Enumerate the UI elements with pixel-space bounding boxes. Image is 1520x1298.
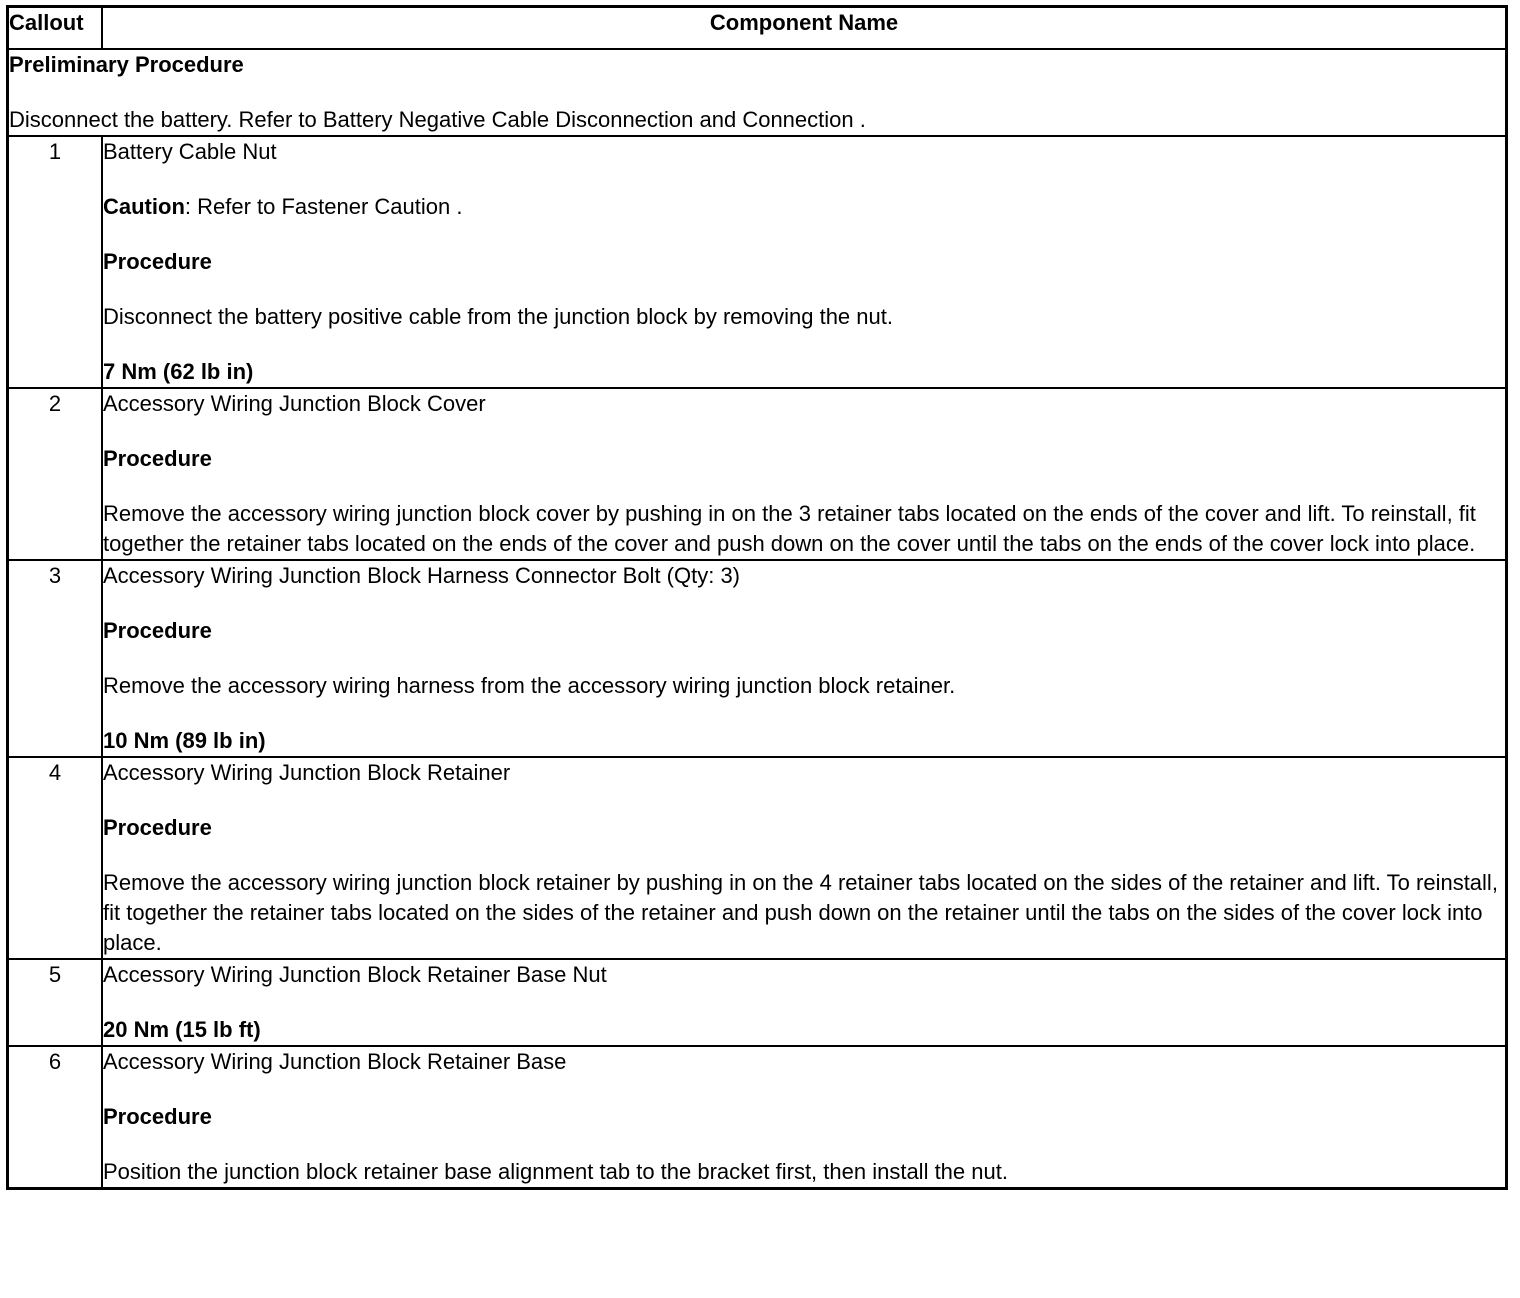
callout-number: 4 (8, 757, 103, 959)
procedure-text: Remove the accessory wiring harness from the accessory wiring junction block retainer. (103, 673, 956, 698)
component-name-header: Component Name (102, 7, 1507, 50)
component-cell (102, 959, 1507, 1046)
callout-number: 1 (8, 136, 103, 388)
component-cell (102, 757, 1507, 959)
table-row (8, 388, 1507, 560)
preliminary-cell (8, 49, 1507, 136)
component-name: Battery Cable Nut (103, 139, 277, 164)
table-row (8, 757, 1507, 959)
callout-number: 5 (8, 959, 103, 1046)
procedure-text: Remove the accessory wiring junction block retainer by pushing in on the 4 retainer tabs located on the sides of the retainer and lift. To reinstall, fit together the retainer tabs located on the sides of the retainer and push down on the retainer until the tabs on the sides of the cover lock into place. (103, 870, 1498, 955)
procedure-label: Procedure (103, 1104, 212, 1129)
component-cell (102, 560, 1507, 757)
header-row (8, 7, 1507, 50)
torque-spec: 10 Nm (89 lb in) (103, 728, 266, 753)
component-name: Accessory Wiring Junction Block Retainer Base (103, 1049, 567, 1074)
table-row (8, 136, 1507, 388)
caution-text: : Refer to Fastener Caution . (184, 194, 463, 219)
component-cell (102, 1046, 1507, 1189)
table-row (8, 959, 1507, 1046)
procedure-label: Procedure (103, 618, 212, 643)
table-row (8, 560, 1507, 757)
preliminary-row (8, 49, 1507, 136)
callout-number: 6 (8, 1046, 103, 1189)
torque-spec: 20 Nm (15 lb ft) (103, 1017, 261, 1042)
component-name: Accessory Wiring Junction Block Retainer Base Nut (103, 962, 607, 987)
component-name: Accessory Wiring Junction Block Cover (103, 391, 486, 416)
component-cell (102, 388, 1507, 560)
callout-number: 2 (8, 388, 103, 560)
callout-header: Callout (8, 7, 103, 50)
component-name: Accessory Wiring Junction Block Retainer (103, 760, 511, 785)
preliminary-text: Disconnect the battery. Refer to Battery Negative Cable Disconnection and Connection . (9, 107, 866, 132)
component-name: Accessory Wiring Junction Block Harness Connector Bolt (Qty: 3) (103, 563, 741, 588)
callout-number: 3 (8, 560, 103, 757)
procedure-label: Procedure (103, 446, 212, 471)
procedure-label: Procedure (103, 249, 212, 274)
caution-label: Caution (103, 194, 185, 219)
procedure-table (6, 5, 1508, 1190)
procedure-text: Position the junction block retainer base alignment tab to the bracket first, then install the nut. (103, 1159, 1008, 1184)
preliminary-title: Preliminary Procedure (9, 52, 244, 77)
procedure-label: Procedure (103, 815, 212, 840)
procedure-text: Disconnect the battery positive cable from the junction block by removing the nut. (103, 304, 893, 329)
table-row (8, 1046, 1507, 1189)
component-cell (102, 136, 1507, 388)
procedure-text: Remove the accessory wiring junction block cover by pushing in on the 3 retainer tabs located on the ends of the cover and lift. To reinstall, fit together the retainer tabs located on the ends of the cover and push down on the cover until the tabs on the ends of the cover lock into place. (103, 501, 1476, 556)
torque-spec: 7 Nm (62 lb in) (103, 359, 254, 384)
caution-line (103, 192, 1505, 222)
